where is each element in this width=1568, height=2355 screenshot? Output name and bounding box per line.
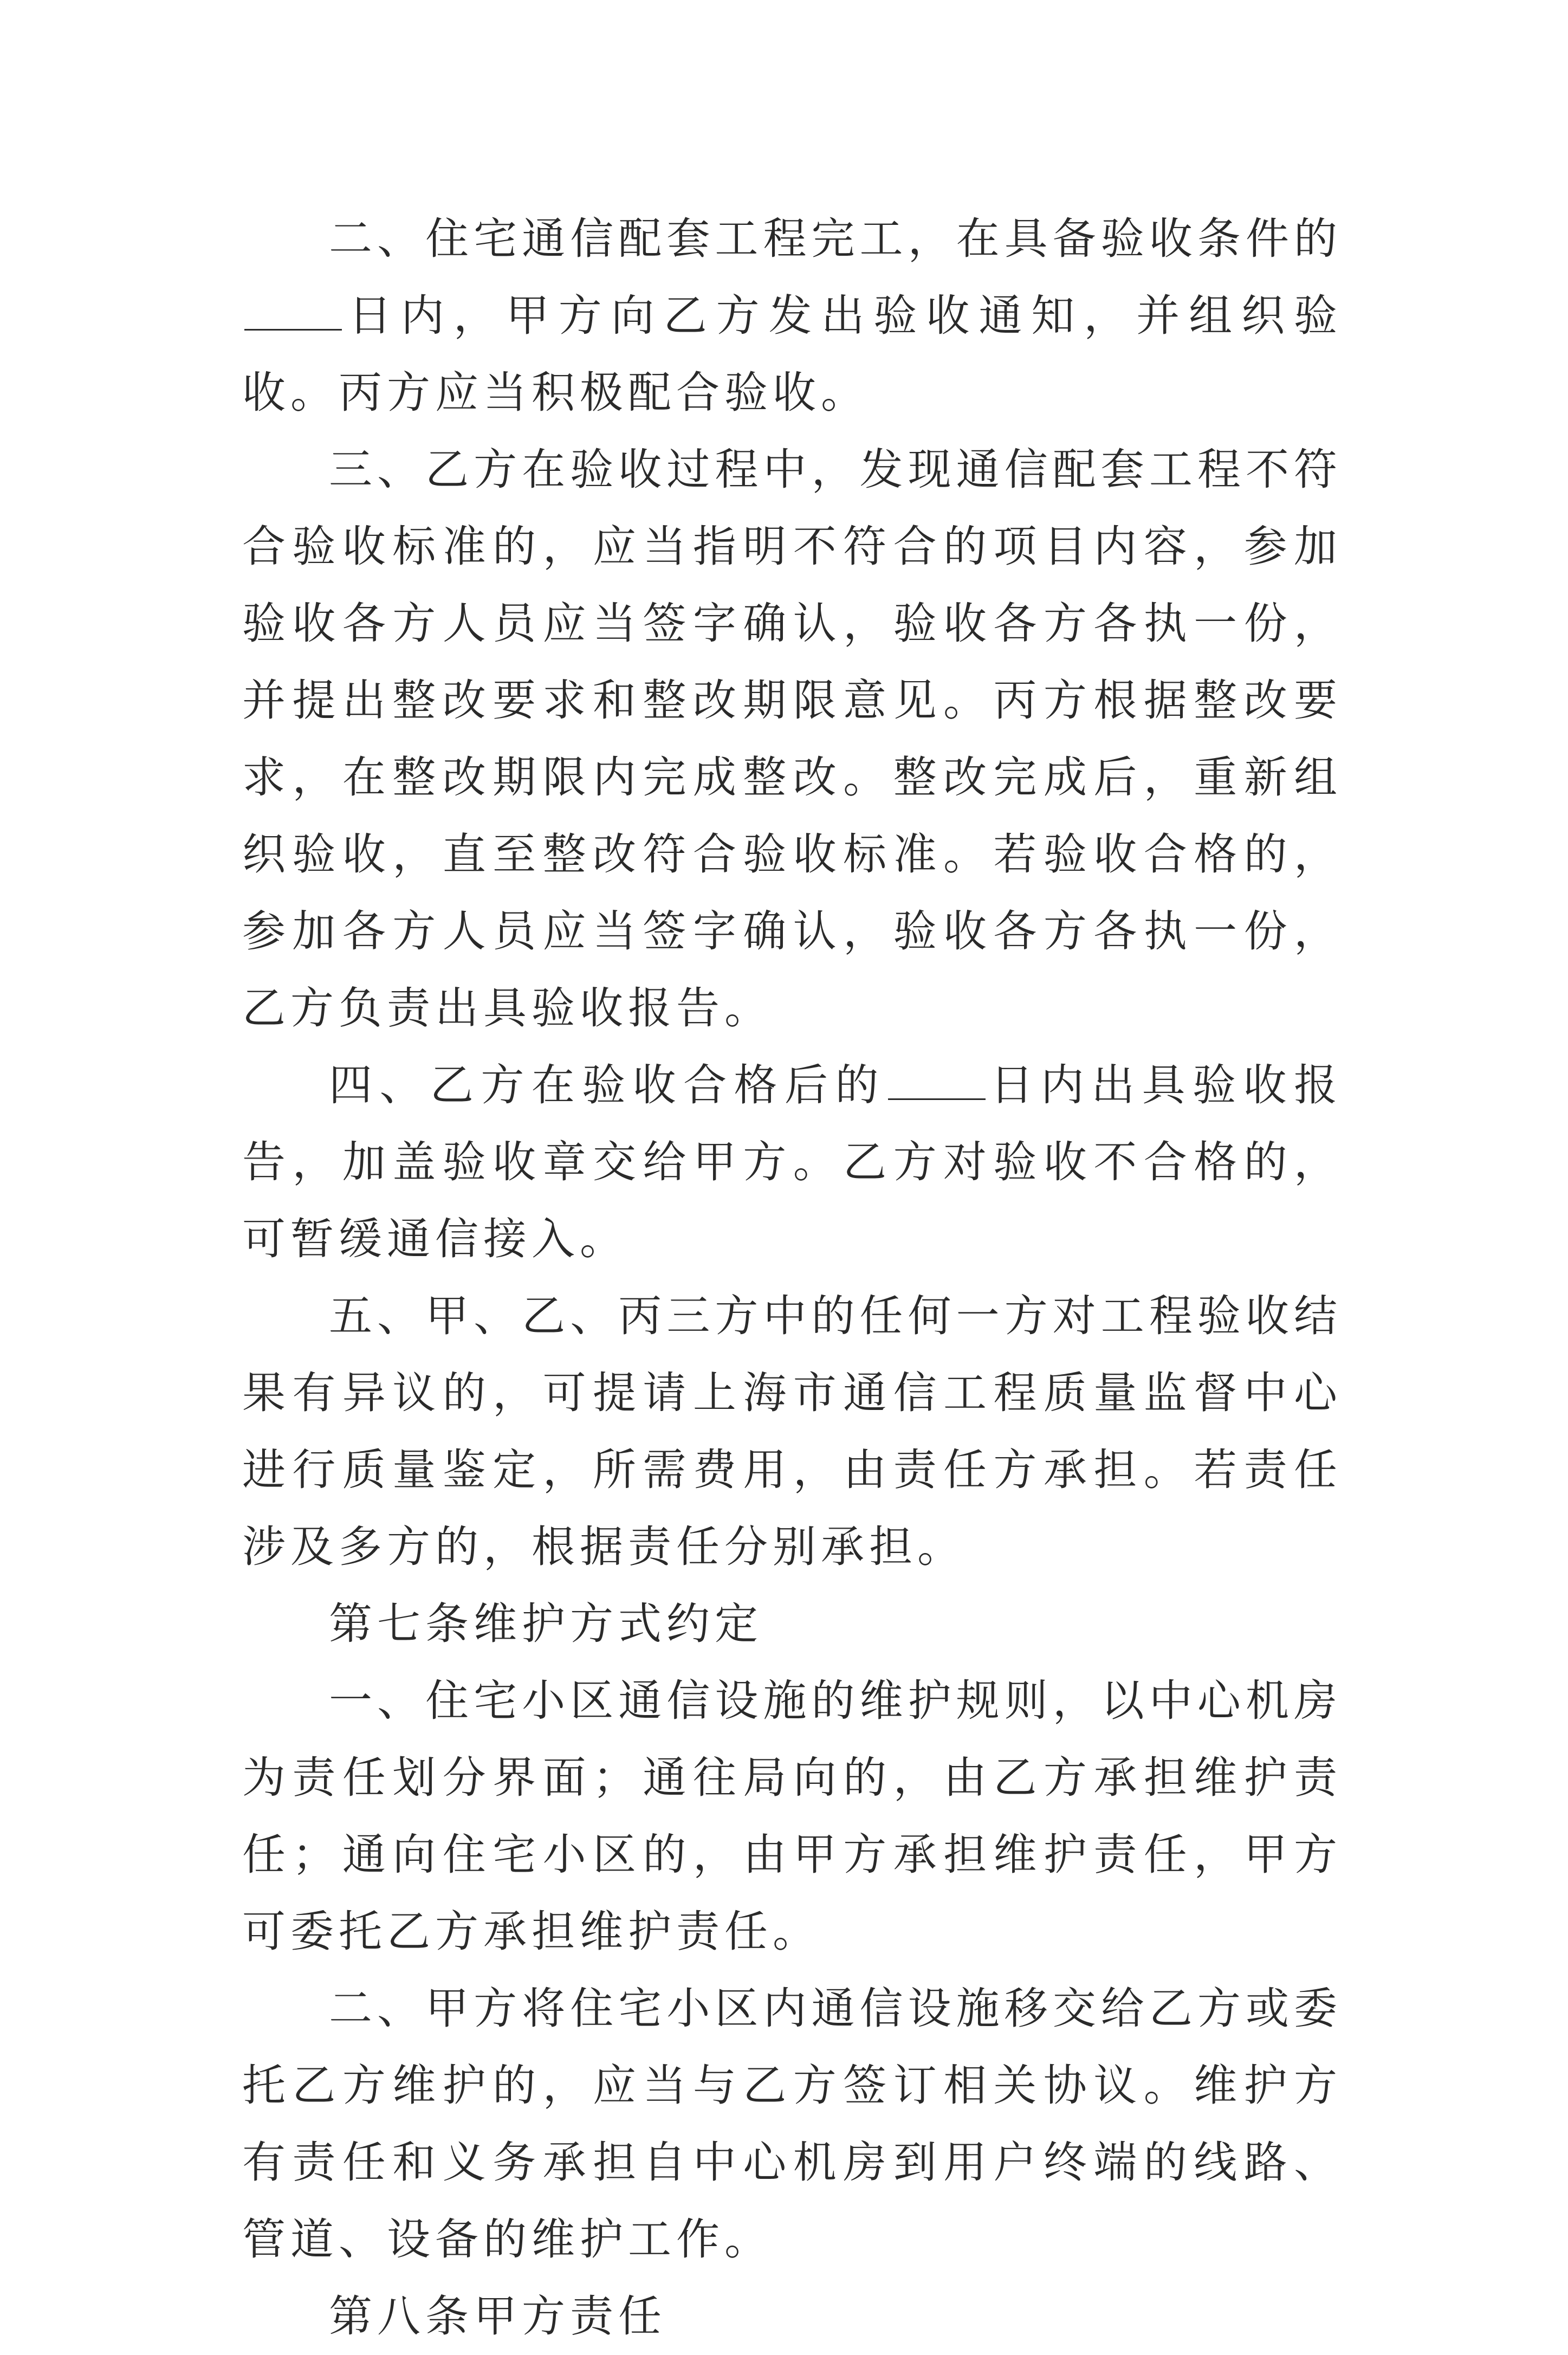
paragraph-text: 三、乙方在验收过程中，发现通信配套工程不符合验收标准的，应当指明不符合的项目内容，参加验收各方人员应当签字确认，验收各方各执一份，并提出整改要求和整改期限意见。丙方根据整改要求，在整改期限内完成整改。整改完成后，重新组织验收，直至整改符合验收标准。若验收合格的，参加各方人员应当签字确认，验收各方各执一份，乙方负责出具验收报告。 bbox=[242, 444, 1342, 1033]
paragraph-maintenance-transfer bbox=[242, 1970, 1342, 2278]
paragraph-text: 四、乙方在验收合格后的 bbox=[329, 1060, 886, 1110]
paragraph-text: 日内，甲方向乙方发出验收通知，并组织验收。丙方应当积极配合验收。 bbox=[242, 290, 1342, 418]
paragraph-text: 五、甲、乙、丙三方中的任何一方对工程验收结果有异议的，可提请上海市通信工程质量监督中心进行质量鉴定，所需费用，由责任方承担。若责任涉及多方的，根据责任分别承担。 bbox=[242, 1291, 1342, 1572]
article-heading-seven: 第七条维护方式约定 bbox=[329, 1599, 763, 1649]
fill-in-blank bbox=[888, 1095, 986, 1100]
paragraph-text: 一、住宅小区通信设施的维护规则，以中心机房为责任划分界面；通往局向的，由乙方承担维护责任；通向住宅小区的，由甲方承担维护责任，甲方可委托乙方承担维护责任。 bbox=[242, 1675, 1342, 1957]
paragraph-acceptance-report bbox=[242, 1047, 1342, 1278]
paragraph-text: 日内出具验收报告，加盖验收章交给甲方。乙方对验收不合格的，可暂缓通信接入。 bbox=[242, 1060, 1343, 1264]
document-body bbox=[242, 200, 1342, 2355]
paragraph-text: 二、甲方将住宅小区内通信设施移交给乙方或委托乙方维护的，应当与乙方签订相关协议。维护方有责任和义务承担自中心机房到用户终端的线路、管道、设备的维护工作。 bbox=[242, 1983, 1342, 2265]
paragraph-maintenance-rule bbox=[242, 1662, 1342, 1970]
paragraph-dispute bbox=[242, 1278, 1342, 1586]
paragraph-acceptance-process bbox=[242, 431, 1342, 1047]
fill-in-blank bbox=[244, 326, 342, 331]
paragraph-acceptance-notice bbox=[242, 200, 1342, 431]
paragraph-text: 二、住宅通信配套工程完工，在具备验收条件的 bbox=[329, 213, 1342, 264]
article-heading-eight: 第八条甲方责任 bbox=[329, 2291, 666, 2341]
